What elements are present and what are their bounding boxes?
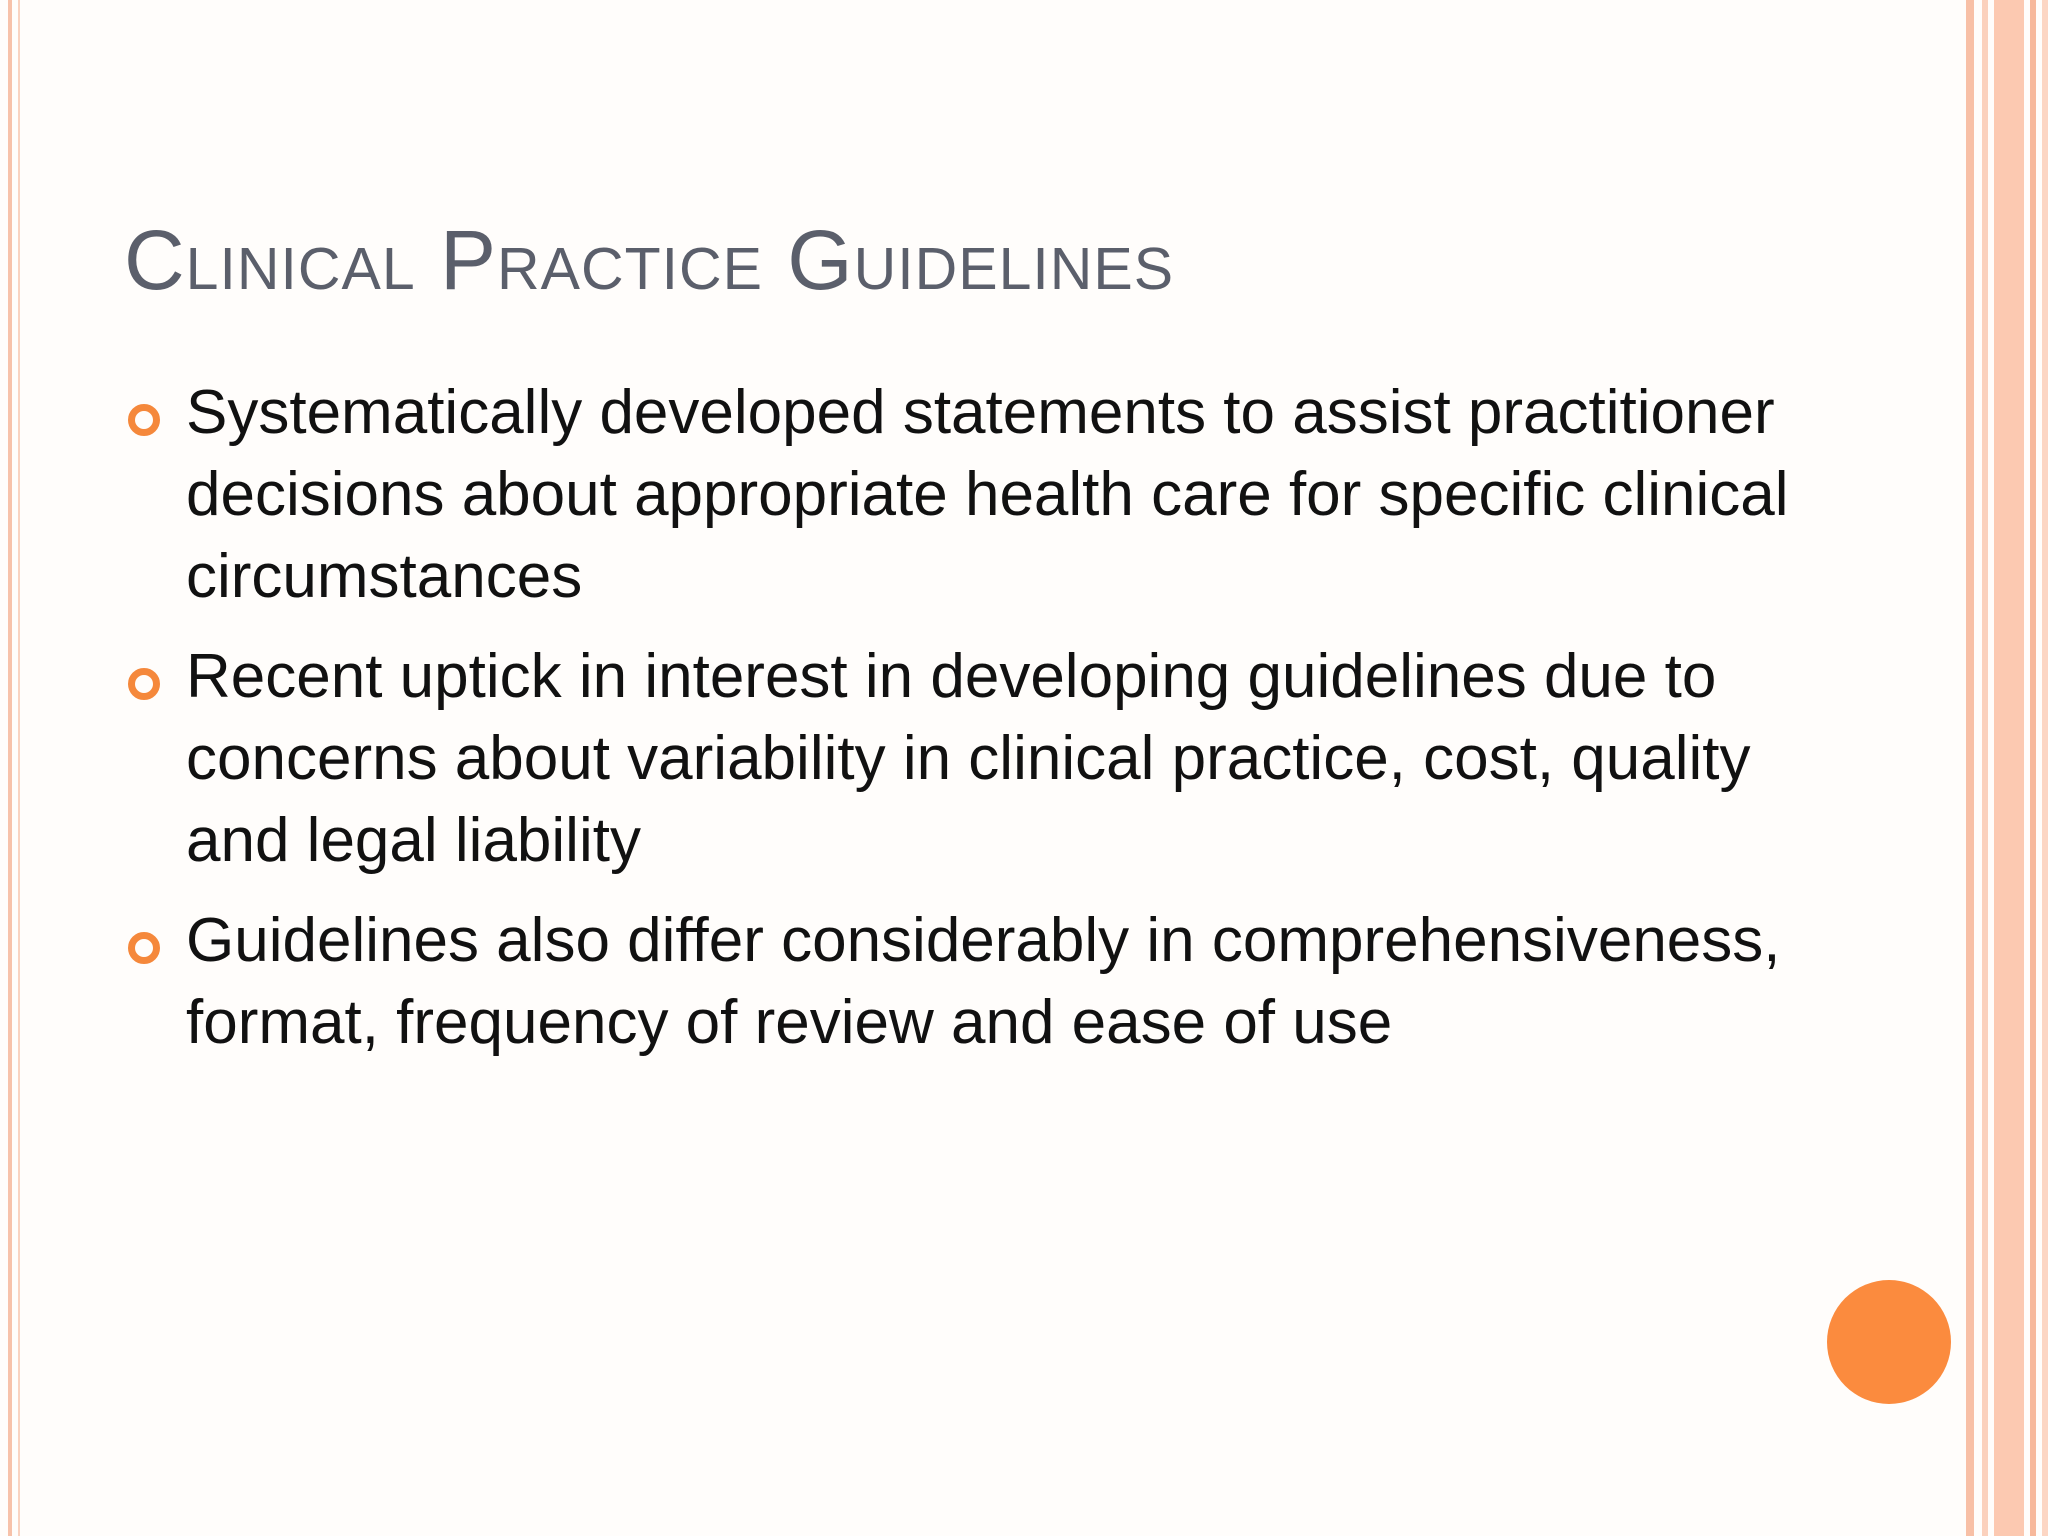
right-decorative-band [1960, 0, 2048, 1536]
bullet-text: Recent uptick in interest in developing guidelines due to concerns about variability in clinical practice, cost, quality and legal liability [186, 642, 1751, 875]
left-border-line-thin [18, 0, 20, 1536]
bullet-item [124, 900, 1804, 1064]
orange-circle-decoration [1827, 1280, 1951, 1404]
right-stripe [2030, 0, 2036, 1536]
hollow-circle-icon [128, 932, 160, 964]
left-border-line [8, 0, 12, 1536]
slide-title: Clinical Practice Guidelines [124, 213, 1175, 307]
bullet-text: Systematically developed statements to assist practitioner decisions about appropriate health care for specific clinical circumstances [186, 378, 1789, 611]
bullet-item [124, 636, 1804, 882]
right-stripe [1966, 0, 1974, 1536]
hollow-circle-icon [128, 404, 160, 436]
bullet-item [124, 372, 1804, 618]
right-stripe [1982, 0, 1988, 1536]
bullet-list [124, 372, 1804, 1082]
bullet-text: Guidelines also differ considerably in comprehensiveness, format, frequency of review and ease of use [186, 906, 1781, 1057]
right-stripe [2042, 0, 2048, 1536]
hollow-circle-icon [128, 668, 160, 700]
right-stripe [1994, 0, 2024, 1536]
